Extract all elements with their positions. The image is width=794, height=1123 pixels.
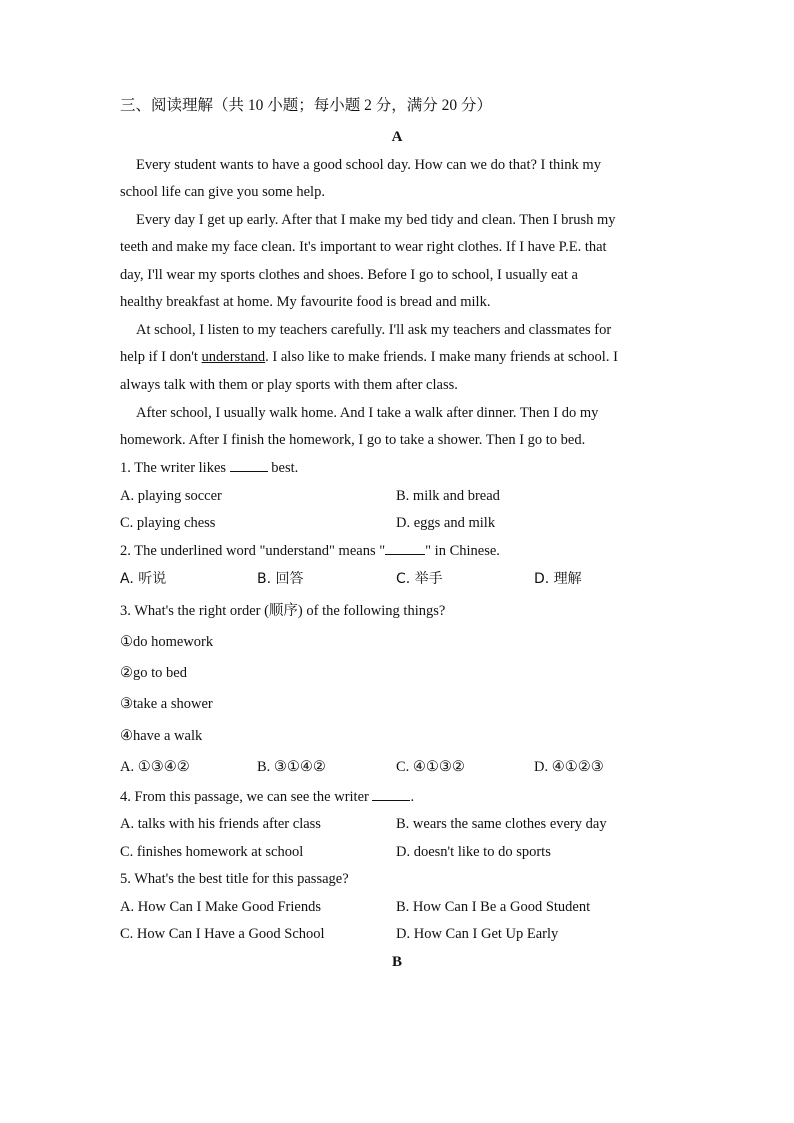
- question-3-option-d: D. ④①②③: [534, 759, 604, 775]
- question-1-option-a: A. playing soccer: [120, 488, 222, 504]
- question-5-stem: 5. What's the best title for this passage?: [120, 871, 349, 887]
- question-3-option-a: A. ①③④②: [120, 759, 190, 775]
- question-2-stem-pre: 2. The underlined word "understand" means ": [120, 543, 386, 559]
- question-3-option-c: C. ④①③②: [396, 759, 465, 775]
- answer-blank: [230, 458, 268, 472]
- passage-a-p2-line3: day, I'll wear my sports clothes and shoes. Before I go to school, I usually eat a: [120, 267, 578, 283]
- question-3-item-4: ④have a walk: [120, 728, 203, 744]
- question-1-stem-pre: 1. The writer likes: [120, 460, 230, 476]
- question-5-option-b: B. How Can I Be a Good Student: [396, 899, 591, 915]
- question-2-option-a: A. 听说: [120, 571, 167, 587]
- passage-a-p2-line1: Every day I get up early. After that I make my bed tidy and clean. Then I brush my: [136, 212, 616, 228]
- question-4-stem-pre: 4. From this passage, we can see the writer: [120, 789, 373, 805]
- question-5-option-a: A. How Can I Make Good Friends: [120, 899, 321, 915]
- question-3-stem: 3. What's the right order (顺序) of the following things?: [120, 603, 446, 619]
- question-3-item-2: ②go to bed: [120, 665, 187, 681]
- passage-b-label: B: [391, 954, 402, 970]
- question-1-stem: [120, 458, 298, 478]
- passage-a-p3-line2-post: . I also like to make friends. I make many friends at school. I: [265, 349, 618, 365]
- question-1-option-c: C. playing chess: [120, 515, 216, 531]
- passage-a-p4-line2: homework. After I finish the homework, I go to take a shower. Then I go to bed.: [120, 432, 586, 448]
- passage-a-p3-line3: always talk with them or play sports with them after class.: [120, 377, 458, 393]
- question-4-option-b: B. wears the same clothes every day: [396, 816, 607, 832]
- question-4-option-a: A. talks with his friends after class: [120, 816, 321, 832]
- question-3-item-1: ①do homework: [120, 634, 214, 650]
- question-1-stem-post: best.: [267, 460, 299, 476]
- question-4-stem: [120, 787, 414, 807]
- passage-a-p2-line4: healthy breakfast at home. My favourite food is bread and milk.: [120, 294, 491, 310]
- passage-a-p3-line1: At school, I listen to my teachers carefully. I'll ask my teachers and classmates for: [136, 322, 612, 338]
- section-title: 三、阅读理解（共 10 小题；每小题 2 分，满分 20 分）: [120, 97, 493, 114]
- underlined-word: understand: [201, 349, 266, 365]
- passage-a-p2-line2: teeth and make my face clean. It's important to wear right clothes. If I have P.E. that: [120, 239, 607, 255]
- answer-blank: [372, 787, 410, 801]
- question-4-option-c: C. finishes homework at school: [120, 844, 304, 860]
- question-1-option-d: D. eggs and milk: [396, 515, 496, 531]
- question-2-stem-post: " in Chinese.: [425, 543, 500, 559]
- passage-a-p1-line1: Every student wants to have a good school day. How can we do that? I think my: [136, 157, 601, 173]
- question-2-option-c: C. 举手: [396, 571, 443, 587]
- passage-a-p3-line2: [120, 347, 618, 367]
- question-3-option-b: B. ③①④②: [257, 759, 326, 775]
- passage-a-p1-line2: school life can give you some help.: [120, 184, 325, 200]
- passage-a-p4-line1: After school, I usually walk home. And I take a walk after dinner. Then I do my: [136, 405, 599, 421]
- question-5-option-c: C. How Can I Have a Good School: [120, 926, 325, 942]
- question-4-stem-post: .: [410, 789, 415, 805]
- passage-a-label: A: [391, 129, 403, 145]
- question-3-item-3: ③take a shower: [120, 696, 213, 712]
- answer-blank: [385, 541, 425, 555]
- question-2-stem: [120, 541, 500, 561]
- passage-a-p3-line2-pre: help if I don't: [120, 349, 202, 365]
- question-2-option-b: B. 回答: [257, 571, 304, 587]
- question-4-option-d: D. doesn't like to do sports: [396, 844, 551, 860]
- question-2-option-d: D. 理解: [534, 571, 582, 587]
- question-5-option-d: D. How Can I Get Up Early: [396, 926, 559, 942]
- question-1-option-b: B. milk and bread: [396, 488, 500, 504]
